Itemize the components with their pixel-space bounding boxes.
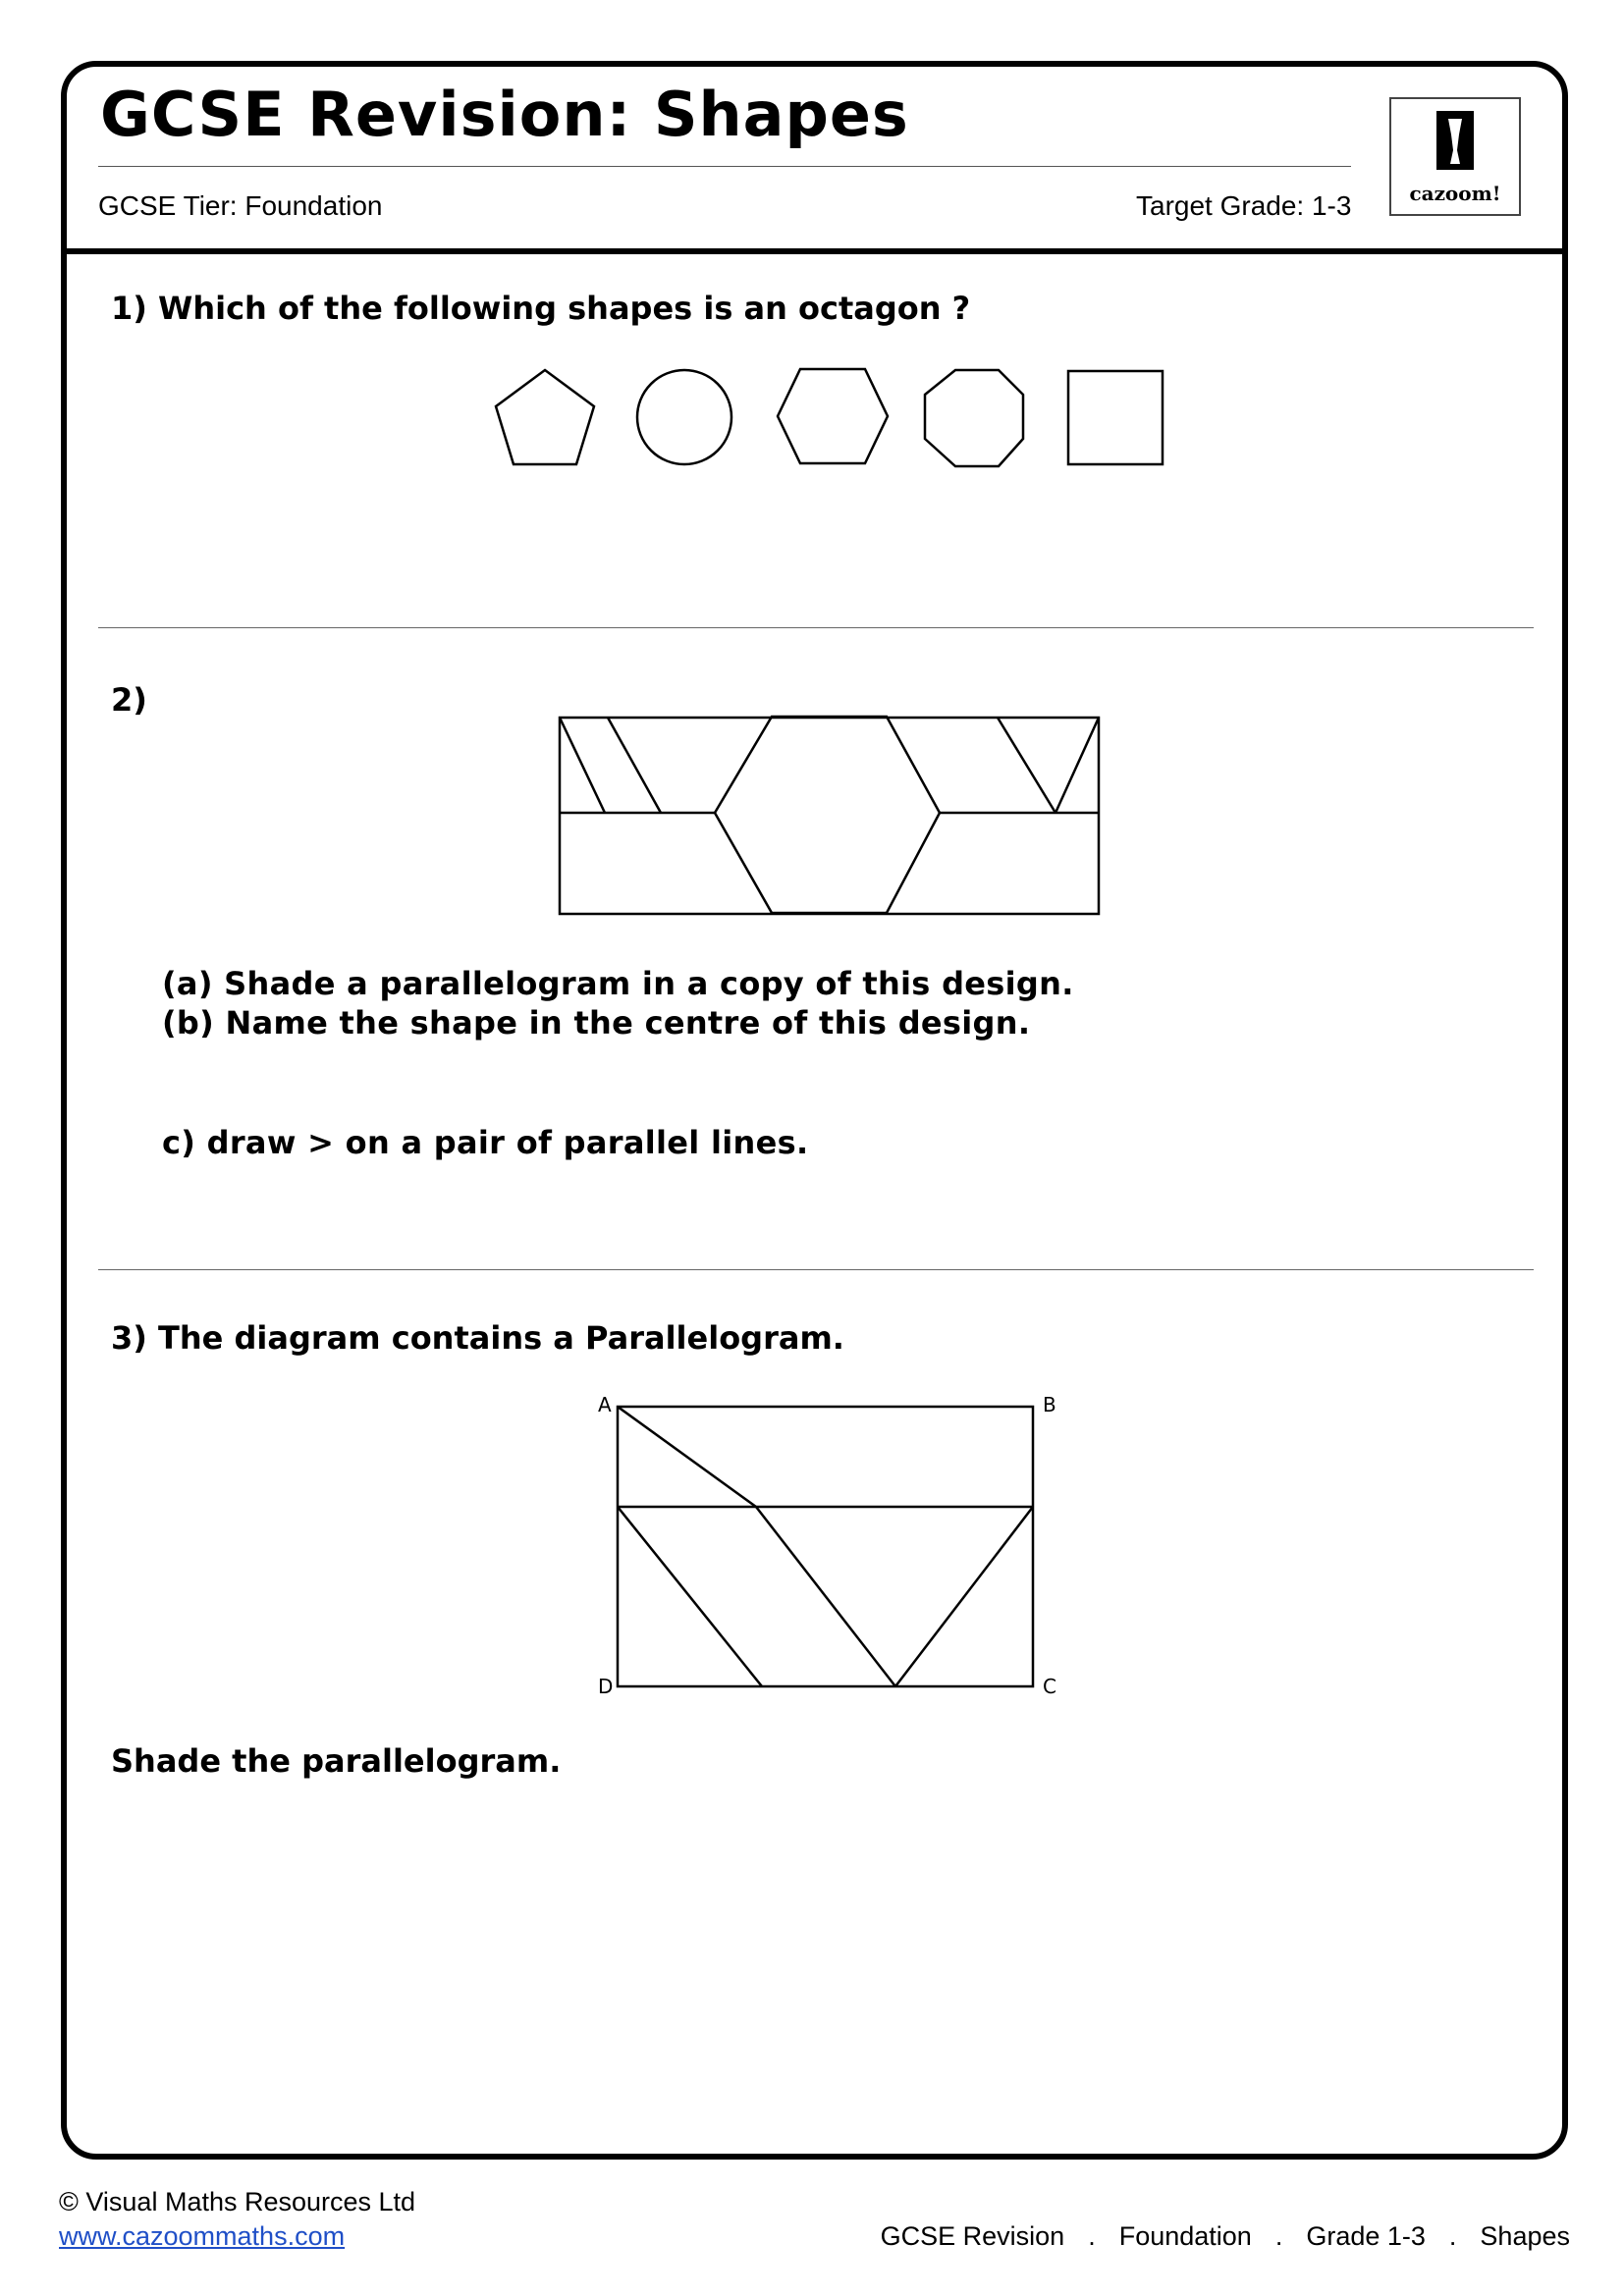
footer-nav-item: Foundation [1118, 2221, 1252, 2251]
target-grade-label: Target Grade: 1-3 [1136, 190, 1352, 221]
website-link[interactable]: www.cazoommaths.com [59, 2221, 346, 2251]
question-3-text: 3) The diagram contains a Parallelogram. [111, 1319, 844, 1357]
vertex-label-a: A [598, 1393, 612, 1416]
footer-nav-item: Shapes [1480, 2221, 1570, 2251]
logo-wordmark: cazoom! [1409, 182, 1501, 205]
footer-nav-item: GCSE Revision [880, 2221, 1065, 2251]
triangle-right-edge [895, 1507, 1033, 1686]
footer-separator: . [1088, 2221, 1096, 2251]
parallelogram-left-edge [618, 1507, 762, 1686]
vertex-label-d: D [598, 1675, 614, 1698]
question-2b-text: (b) Name the shape in the centre of this design. [162, 1004, 1031, 1041]
page-title: GCSE Revision: Shapes [100, 79, 909, 150]
question-3-instruction: Shade the parallelogram. [111, 1742, 562, 1780]
vertex-label-b: B [1043, 1393, 1056, 1416]
copyright-text: © Visual Maths Resources Ltd [59, 2187, 416, 2216]
tier-label: GCSE Tier: Foundation [98, 190, 383, 221]
diagram-rectangle [618, 1407, 1033, 1686]
footer-nav-item: Grade 1-3 [1306, 2221, 1426, 2251]
footer-separator: . [1448, 2221, 1457, 2251]
footer-separator: . [1274, 2221, 1283, 2251]
footer-breadcrumb [881, 2221, 1570, 2252]
question-2c-text: c) draw > on a pair of parallel lines. [162, 1124, 809, 1161]
parallelogram-right-edge [756, 1507, 895, 1686]
vertex-label-c: C [1043, 1675, 1056, 1698]
question-1-text: 1) Which of the following shapes is an octagon ? [111, 290, 971, 327]
diagram-diagonal-a [618, 1407, 756, 1507]
question-2a-text: (a) Shade a parallelogram in a copy of this design. [162, 965, 1074, 1002]
question-2-number: 2) [111, 681, 147, 719]
